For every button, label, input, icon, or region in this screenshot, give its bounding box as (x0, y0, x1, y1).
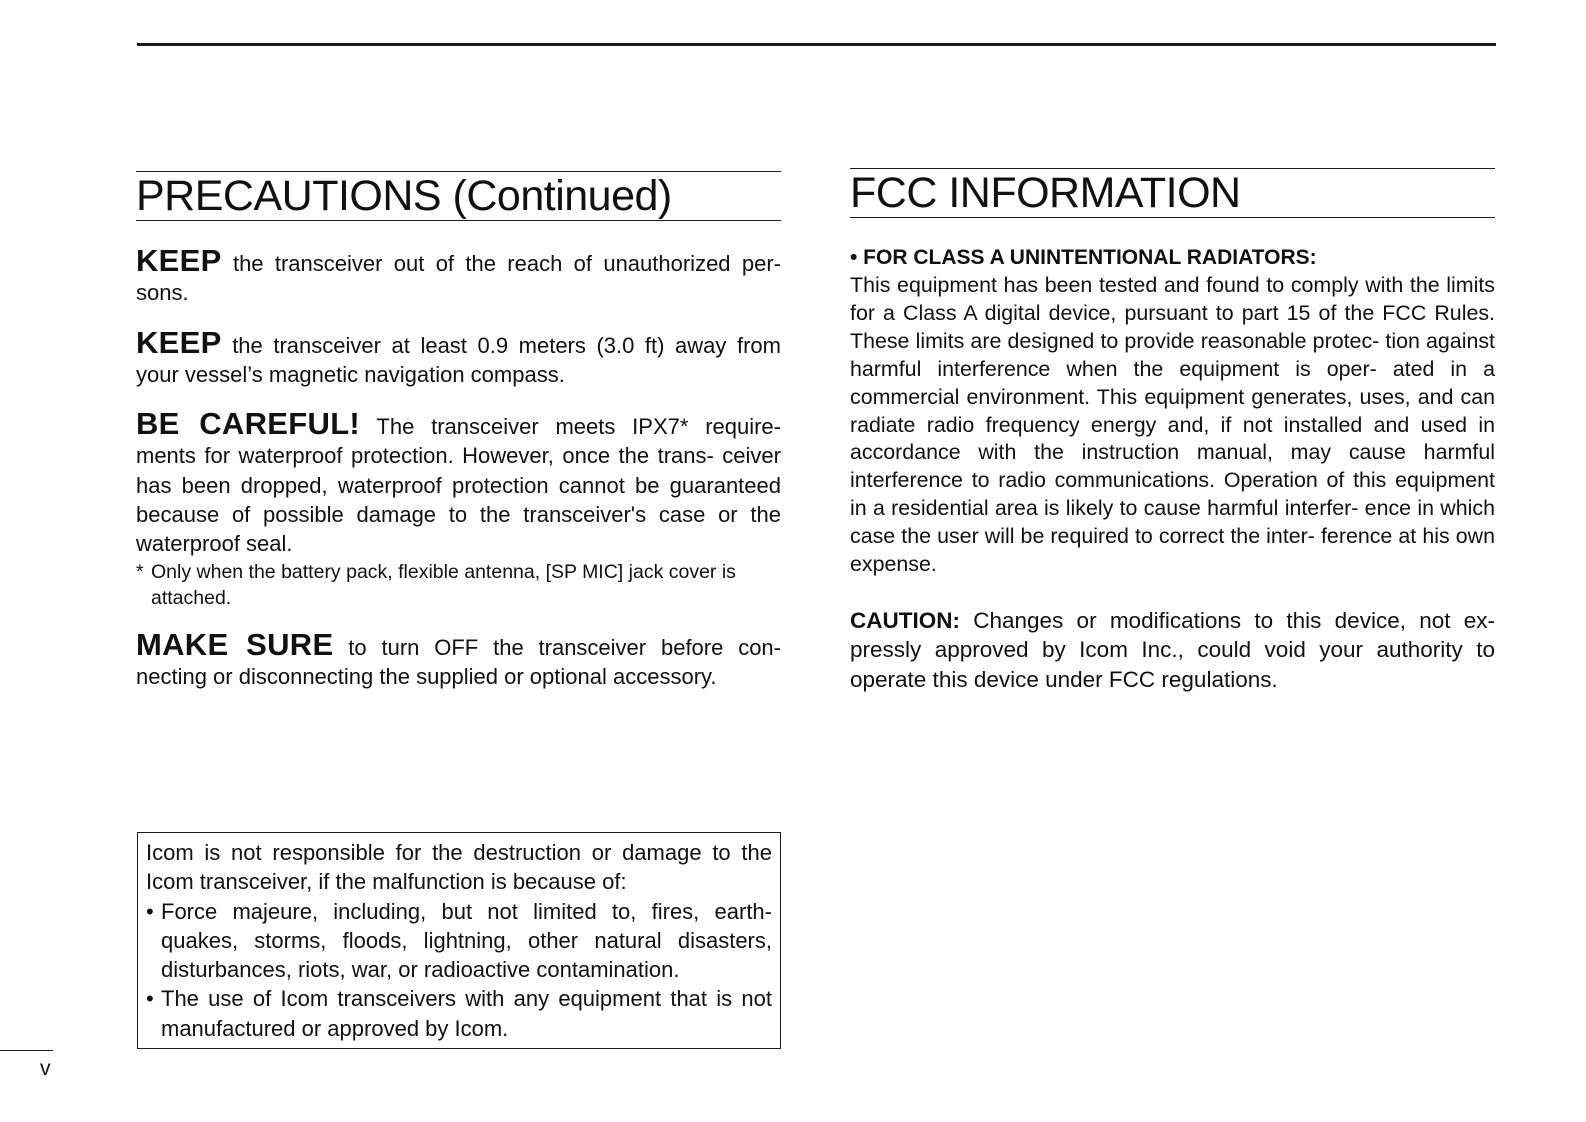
precaution-lead: KEEP (136, 324, 222, 360)
precaution-text: the transceiver at least 0.9 meters (3.0 ft) away from your vessel’s magnetic navigation compass. (136, 332, 781, 387)
precautions-column (136, 171, 781, 711)
precaution-be-careful (136, 406, 781, 558)
bullet-icon: • (146, 986, 154, 1012)
ipx7-footnote (136, 559, 781, 611)
precaution-text: The transceiver meets IPX7* require- ments for waterproof protection. However, once the trans- ceiver has been dropped, waterproof protection cannot be guaranteed because of possible damage to the transceiver's case or the waterproof seal. (136, 414, 781, 557)
page-number: v (40, 1057, 51, 1080)
disclaimer-intro: Icom is not responsible for the destruction or damage to the Icom transceiver, if the malfunction is because of: (146, 840, 772, 895)
fcc-column (850, 168, 1495, 694)
precaution-keep-compass (136, 324, 781, 390)
disclaimer-bullet (146, 897, 772, 985)
caution-lead: CAUTION: (850, 607, 960, 633)
disclaimer-bullet (146, 984, 772, 1043)
precautions-heading: PRECAUTIONS (Continued) (136, 171, 781, 221)
precaution-make-sure (136, 626, 781, 692)
top-rule (137, 43, 1496, 46)
bullet-icon: • (146, 898, 154, 924)
precaution-text: to turn OFF the transceiver before con- necting or disconnecting the supplied or optional accessory. (136, 634, 781, 689)
fcc-subheading: • FOR CLASS A UNINTENTIONAL RADIATORS: (850, 246, 1317, 269)
caution-text: Changes or modifications to this device, not ex- pressly approved by Icom Inc., could void your authority to operate this device under FCC regulations. (850, 607, 1495, 692)
fcc-caution (850, 606, 1495, 694)
disclaimer-box (137, 832, 781, 1049)
disclaimer-bullet-text: The use of Icom transceivers with any equipment that is not manufactured or approved by Icom. (161, 986, 772, 1041)
precaution-text: the transceiver out of the reach of unauthorized per- sons. (136, 251, 781, 306)
disclaimer-bullet-text: Force majeure, including, but not limited to, fires, earth- quakes, storms, floods, lightning, other natural disasters, disturbances, riots, war, or radioactive contamination. (161, 898, 772, 983)
page-number-rule (0, 1050, 53, 1051)
precaution-lead: BE CAREFUL! (136, 406, 361, 442)
footnote-text: Only when the battery pack, flexible antenna, [SP MIC] jack cover is attached. (151, 560, 736, 609)
fcc-body: This equipment has been tested and found to comply with the limits for a Class A digital device, pursuant to part 15 of the FCC Rules. These limits are designed to provide reasonable protec- tion against harmful interference when the equipment is oper- ated in a commercial environment. This equipment generates, uses, and can radiate radio frequency energy and, if not installed and used in accordance with the instruction manual, may cause harmful interference to radio communications. Operation of this equipment in a residential area is likely to cause harmful interfer- ence in which case the user will be required to correct the inter- ference at his own expense. (850, 273, 1495, 577)
precaution-lead: MAKE SURE (136, 626, 334, 662)
fcc-heading: FCC INFORMATION (850, 168, 1495, 218)
footnote-mark: * (136, 560, 144, 583)
precaution-keep-unauthorized (136, 243, 781, 308)
precaution-lead: KEEP (136, 243, 222, 278)
